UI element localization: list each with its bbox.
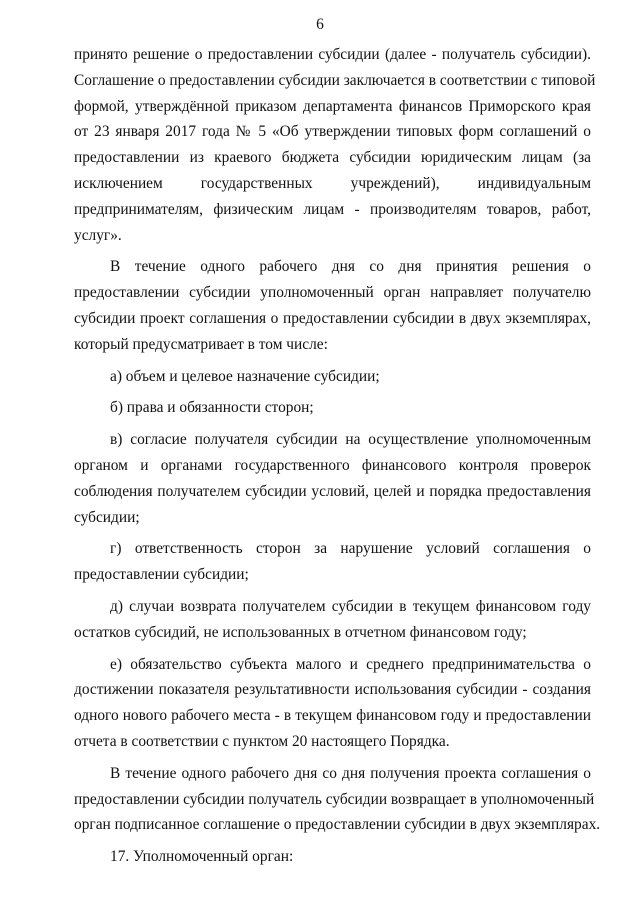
- text-line: В течение одного рабочего дня со дня получения проекта соглашения о: [110, 764, 591, 782]
- paragraph: [74, 761, 601, 838]
- text-line: услуг».: [74, 226, 122, 244]
- text-line: в) согласие получателя субсидии на осуществление уполномоченным: [110, 431, 591, 449]
- text-line: субсидии;: [74, 508, 140, 526]
- paragraph: [74, 652, 591, 755]
- text-line: б) права и обязанности сторон;: [110, 399, 314, 417]
- paragraph: [74, 844, 591, 870]
- text-line: Соглашение о предоставлении субсидии заключается в соответствии с типовой: [74, 71, 596, 89]
- text-line: который предусматривает в том числе:: [74, 335, 328, 353]
- text-line: соблюдения получателем субсидии условий, целей и порядка предоставления: [74, 482, 591, 500]
- text-line: предоставлении субсидии уполномоченный орган направляет получателю: [74, 284, 591, 302]
- text-line: остатков субсидий, не использованных в отчетном финансовом году;: [74, 623, 527, 641]
- text-line: предоставлении субсидии получатель субсидии возвращает в уполномоченный: [74, 790, 595, 808]
- page-number: 6: [316, 16, 324, 33]
- text-line: принято решение о предоставлении субсидии (далее - получатель субсидии).: [74, 46, 591, 63]
- text-line: 17. Уполномоченный орган:: [110, 848, 294, 866]
- paragraph: [74, 536, 591, 588]
- text-line: предоставлении из краевого бюджета субсидии юридическим лицам (за: [74, 149, 591, 167]
- text-line: предпринимателям, физическим лицам - производителям товаров, работ,: [74, 200, 591, 218]
- paragraph: [74, 594, 591, 646]
- paragraph: [74, 427, 591, 530]
- text-line: орган подписанное соглашение о предоставлении субсидии в двух экземплярах.: [74, 816, 601, 834]
- paragraph: [74, 254, 591, 357]
- text-line: достижении показателя результативности использования субсидии - создания: [74, 681, 591, 699]
- text-line: д) случаи возврата получателем субсидии в текущем финансовом году: [110, 597, 591, 615]
- document-body: [74, 42, 601, 870]
- text-line: одного нового рабочего места - в текущем финансовом году и предоставлении: [74, 707, 591, 725]
- text-line: е) обязательство субъекта малого и среднего предпринимательства о: [110, 655, 591, 673]
- paragraph: [74, 42, 596, 248]
- text-line: отчета в соответствии с пунктом 20 настоящего Порядка.: [74, 732, 450, 750]
- text-line: формой, утверждённой приказом департамента финансов Приморского края: [74, 97, 591, 115]
- text-line: органом и органами государственного финансового контроля проверок: [74, 456, 591, 474]
- text-line: предоставлении субсидии;: [74, 566, 249, 584]
- text-line: исключением государственных учреждений), индивидуальным: [74, 174, 591, 192]
- text-line: субсидии проект соглашения о предоставлении субсидии в двух экземплярах,: [74, 309, 591, 327]
- paragraph: [74, 395, 591, 421]
- text-line: В течение одного рабочего дня со дня принятия решения о: [110, 258, 591, 276]
- paragraph: [74, 364, 591, 390]
- text-line: а) объем и целевое назначение субсидии;: [110, 367, 380, 385]
- text-line: от 23 января 2017 года № 5 «Об утверждении типовых форм соглашений о: [74, 123, 591, 141]
- text-line: г) ответственность сторон за нарушение условий соглашения о: [110, 540, 591, 558]
